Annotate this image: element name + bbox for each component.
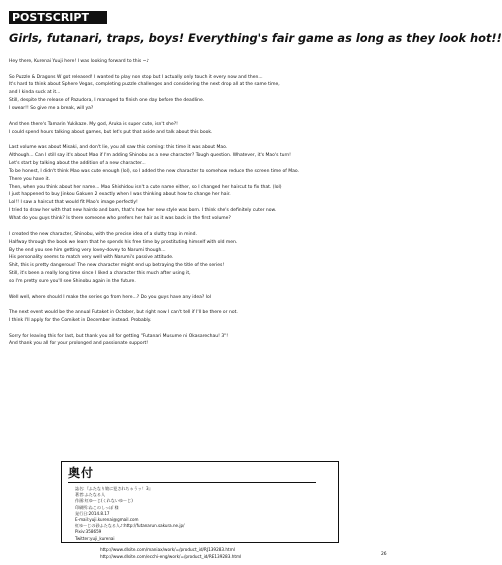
body-line: I swear!! So give me a break, will ya? <box>9 106 94 112</box>
colophon-line: 誌名:『ふたなり娘に犯されちゃうッ！3』 <box>75 486 153 491</box>
colophon-line: 印刷所:ねこのしっぽ 様 <box>75 504 119 510</box>
colophon-box <box>61 461 339 543</box>
paragraph-gap <box>9 325 393 333</box>
body-line: I just happened to buy Jinkou Gakuen 2 exactly when I was thinking about how to change her hair. <box>9 192 231 198</box>
body-line: And thank you all for your prolonged and passionate support! <box>9 341 149 347</box>
body-line: so I'm pretty sure you'll see Shinobu again in the future. <box>9 279 136 285</box>
postscript-body <box>9 58 393 348</box>
body-line: and I kinda suck at it... <box>9 90 61 96</box>
section-title: POSTSCRIPT <box>9 11 107 24</box>
body-line: I tried to draw her with that new hairdo and bam, that's how her new style was born. I think she's definitely cuter now. <box>9 208 277 214</box>
body-line: To be honest, I didn't think Mao was cute enough (lol), so I added the new character to somehow reduce the screen time of Mao. <box>9 168 299 174</box>
colophon-line: 発行日:2014.8.17 <box>75 510 110 516</box>
body-line: Last volume was about Misaki, and don't lie, you all saw this coming: this time it was about Mao. <box>9 145 228 151</box>
store-links <box>100 546 241 560</box>
body-line: And then there's Tamarin Yukikaze. My god, Aruka is super cute, isn't she?! <box>9 121 178 127</box>
paragraph-gap <box>9 113 393 121</box>
paragraph-gap <box>9 223 393 231</box>
body-line: What do you guys think? Is there someone who prefers her hair as it was back in the first volume? <box>9 216 231 222</box>
body-line: Although... Can I still say it's about Mao if I'm adding Shinobu as a new character? Tough question. Whatever, it's Mao's turn! <box>9 152 291 158</box>
body-line: Still, it's been a really long time since I liked a character this much after using it, <box>9 271 191 277</box>
body-line: I could spend hours talking about games, but let's put that aside and talk about this book. <box>9 129 213 135</box>
colophon-info <box>75 486 185 542</box>
body-line: Lol!! I saw a haircut that would fit Mao's image perfectly! <box>9 200 138 206</box>
body-line: Shit, this is pretty dangerous! The new character might end up betraying the title of the series! <box>9 263 225 269</box>
page-number: 26 <box>381 552 387 557</box>
body-line: By the end you see him getting very lovey-dovey to Narumi though... <box>9 247 166 253</box>
headline: Girls, futanari, traps, boys! Everything's fair game as long as they look hot!! <box>9 31 502 45</box>
body-line: Halfway through the book we learn that he spends his free time by prostituting himself with old men. <box>9 239 238 245</box>
body-line: His personality seems to match very well with Narumi's passive attitude. <box>9 255 174 261</box>
store-link[interactable]: http://www.dlsite.com/maniax/work/=/product_id/RJ139283.html <box>100 547 235 552</box>
colophon-line: 著者:ふたなる人 <box>75 492 106 498</box>
colophon-divider <box>68 482 316 483</box>
body-line: Still, despite the release of Pazudora, I managed to finish one day before the deadline. <box>9 98 205 104</box>
body-line: I created the new character, Shinobu, with the precise idea of a slutty trap in mind. <box>9 231 197 237</box>
body-line: The next event would be the annual Futaket in October, but right now I can't tell if I'll be there or not. <box>9 310 238 316</box>
body-line: Then, when you think about her name... Mao Shishidou isn't a cute name either, so I changed her haircut to fix that. (lol) <box>9 184 282 190</box>
colophon-line: 作画:紅ゆーじ(くれないゆーじ) <box>75 498 133 504</box>
body-line: Well well, where should I make the series go from here...? Do you guys have any idea? lol <box>9 294 211 300</box>
body-line: So Puzzle & Dragons W got released! I wanted to play non stop but I actually only touch it every now and then... <box>9 74 263 80</box>
body-line: Let's start by talking about the addition of a new character... <box>9 160 146 166</box>
paragraph-gap <box>9 286 393 294</box>
colophon-line: Pixiv:358659 <box>75 529 102 535</box>
body-line: Sorry for leaving this for last, but thank you all for getting "Futanari Musume ni Okasarechau! 3"! <box>9 333 229 339</box>
body-line: Hey there, Kurenai Yuuji here! I was looking forward to this ~♪ <box>9 59 150 64</box>
colophon-line: E-mail:yuji.kurenai@gmail.com <box>75 517 139 523</box>
colophon-heading: 奥付 <box>68 466 95 480</box>
body-line: I think I'll apply for the Comiket in December instead. Probably. <box>9 318 152 324</box>
paragraph-gap <box>9 136 393 144</box>
body-line: It's hard to think about Sphere Vegas, completing puzzle challenges and considering the next drop all at the same time, <box>9 82 280 88</box>
colophon-line: Twitter:yuji_kurenai <box>75 535 115 541</box>
paragraph-gap <box>9 66 393 74</box>
store-link[interactable]: http://www.dlsite.com/ecchi-eng/work/=/product_id/RE139283.html <box>100 554 242 560</box>
body-line: There you have it. <box>9 176 50 182</box>
colophon-line: 紅ゆーじの砂ふたなる人♪:http://futanarun.sakura.ne.jp/ <box>75 523 185 529</box>
paragraph-gap <box>9 302 393 310</box>
